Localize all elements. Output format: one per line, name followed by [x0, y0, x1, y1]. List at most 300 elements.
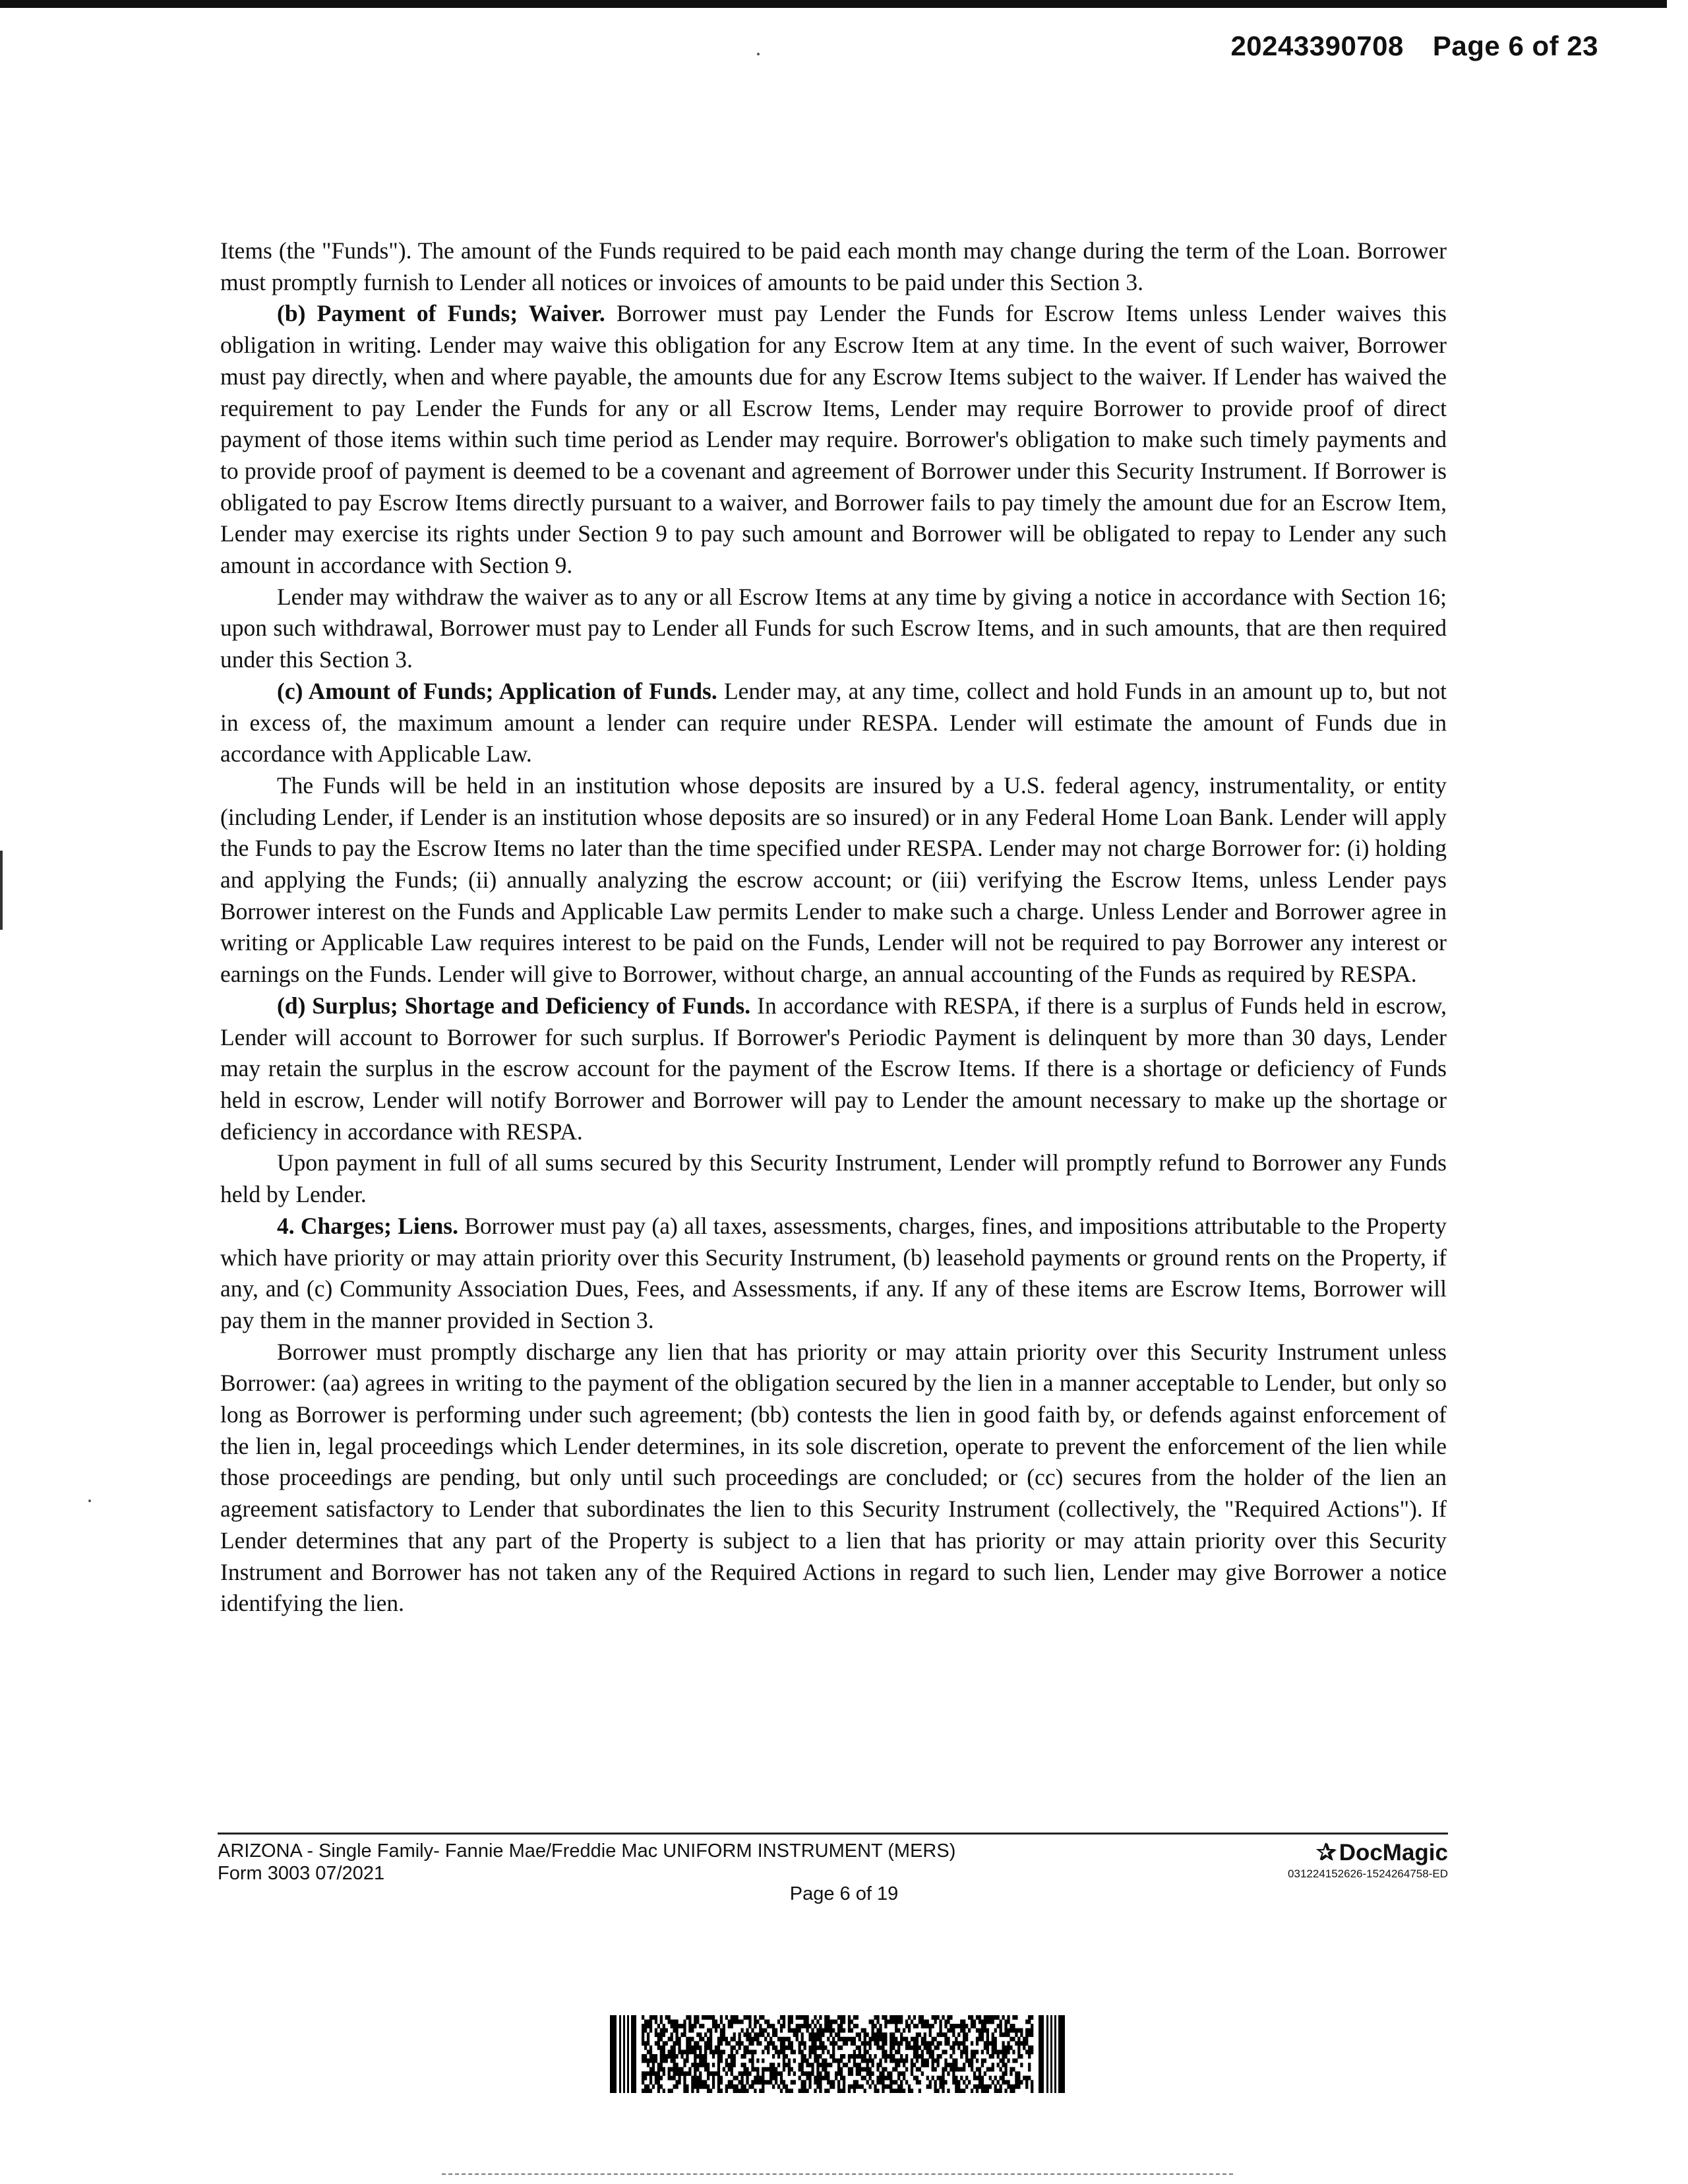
barcode-module [799, 2015, 801, 2020]
barcode-module [704, 2046, 707, 2050]
barcode-module [1000, 2067, 1002, 2072]
barcode-module [814, 2054, 816, 2059]
barcode-module [780, 2080, 783, 2084]
barcode-module [882, 2067, 884, 2072]
barcode-module [694, 2046, 696, 2050]
barcode-module [1007, 2020, 1010, 2024]
barcode-module [740, 2071, 743, 2076]
barcode-module [936, 2063, 939, 2067]
barcode-module [976, 2041, 979, 2046]
barcode-module [738, 2037, 741, 2042]
top-border [0, 0, 1667, 8]
barcode-module [671, 2020, 673, 2024]
barcode-module [942, 2032, 944, 2037]
barcode-module [762, 2049, 764, 2054]
barcode-module [725, 2088, 728, 2093]
barcode-module [712, 2049, 715, 2054]
barcode-module [1015, 2084, 1017, 2089]
barcode-module [1025, 2037, 1028, 2042]
barcode-module [819, 2024, 822, 2028]
barcode-module [856, 2080, 859, 2084]
barcode-module [947, 2063, 950, 2067]
barcode-module [924, 2037, 926, 2042]
barcode-module [783, 2041, 785, 2046]
barcode-module [808, 2032, 811, 2037]
barcode-module [986, 2028, 989, 2033]
barcode-module [688, 2041, 691, 2046]
barcode-module [740, 2076, 743, 2080]
barcode-module [822, 2067, 824, 2072]
barcode-module [934, 2088, 937, 2093]
barcode-module [916, 2080, 919, 2084]
barcode-module [814, 2037, 816, 2042]
barcode-module [942, 2080, 944, 2084]
barcode-module [994, 2037, 997, 2042]
paragraph-surplus [220, 990, 1447, 1148]
barcode-module [707, 2071, 709, 2076]
barcode-module [1023, 2041, 1025, 2046]
barcode-module [871, 2024, 874, 2028]
barcode-module [1000, 2020, 1002, 2024]
barcode-module [1004, 2032, 1007, 2037]
barcode-module [796, 2037, 799, 2042]
barcode-module [944, 2032, 947, 2037]
barcode-module [944, 2067, 947, 2072]
barcode-module [1031, 2080, 1033, 2084]
barcode-module [642, 2088, 644, 2093]
barcode-module [932, 2041, 934, 2046]
barcode-module [1025, 2084, 1028, 2089]
barcode-module [673, 2049, 676, 2054]
barcode-module [808, 2046, 811, 2050]
barcode-module [926, 2046, 929, 2050]
barcode-module [649, 2076, 652, 2080]
barcode-module [1010, 2037, 1012, 2042]
barcode-module [971, 2024, 973, 2028]
barcode-module [876, 2032, 879, 2037]
barcode-module [673, 2071, 676, 2076]
barcode-module [671, 2059, 673, 2063]
barcode-module [748, 2071, 751, 2076]
barcode-module [840, 2037, 843, 2042]
barcode-module [944, 2063, 947, 2067]
barcode-module [717, 2041, 720, 2046]
barcode-module [816, 2032, 819, 2037]
barcode-module [963, 2088, 965, 2093]
barcode-module [848, 2015, 851, 2020]
barcode-module [864, 2059, 866, 2063]
barcode-module [657, 2088, 660, 2093]
barcode-module [1031, 2015, 1033, 2020]
barcode-module [1002, 2032, 1004, 2037]
barcode-module [657, 2084, 660, 2089]
barcode-module [657, 2067, 660, 2072]
barcode-module [680, 2049, 683, 2054]
barcode-module [1000, 2024, 1002, 2028]
barcode-module [756, 2067, 759, 2072]
barcode-module [939, 2076, 942, 2080]
barcode-module [882, 2071, 884, 2076]
barcode-module [754, 2088, 756, 2093]
barcode-module [649, 2054, 652, 2059]
barcode-module [1012, 2067, 1015, 2072]
barcode-module [704, 2084, 707, 2089]
barcode-module [944, 2059, 947, 2063]
barcode-module [699, 2084, 702, 2089]
barcode-module [859, 2049, 861, 2054]
barcode-module [968, 2059, 971, 2063]
barcode-module [688, 2020, 691, 2024]
barcode-module [699, 2037, 702, 2042]
barcode-module [804, 2024, 806, 2028]
barcode-module [1020, 2041, 1023, 2046]
barcode-module [926, 2049, 929, 2054]
barcode-module [723, 2067, 725, 2072]
barcode-module [671, 2054, 673, 2059]
barcode-module [814, 2088, 816, 2093]
barcode-module [997, 2054, 1000, 2059]
barcode-module [702, 2059, 704, 2063]
barcode-module [871, 2059, 874, 2063]
barcode-module [699, 2032, 702, 2037]
barcode-module [660, 2054, 663, 2059]
barcode-module [683, 2049, 686, 2054]
barcode-module [866, 2041, 869, 2046]
barcode-module [762, 2015, 764, 2020]
barcode-module [804, 2084, 806, 2089]
barcode-module [1002, 2015, 1004, 2020]
barcode-module [793, 2028, 796, 2033]
barcode-module [783, 2059, 785, 2063]
barcode-module [837, 2063, 840, 2067]
barcode-module [1015, 2076, 1017, 2080]
barcode-module [663, 2071, 665, 2076]
barcode-module [754, 2037, 756, 2042]
barcode-module [947, 2020, 950, 2024]
barcode-module [673, 2020, 676, 2024]
barcode-module [668, 2020, 671, 2024]
barcode-module [960, 2088, 963, 2093]
barcode-module [762, 2080, 764, 2084]
barcode-module [955, 2088, 957, 2093]
barcode-module [819, 2028, 822, 2033]
barcode-module [806, 2063, 808, 2067]
barcode-module [1004, 2067, 1007, 2072]
barcode-module [691, 2028, 694, 2033]
barcode-module [1023, 2046, 1025, 2050]
barcode-module [777, 2037, 780, 2042]
barcode-module [932, 2054, 934, 2059]
barcode-module [746, 2032, 748, 2037]
barcode-module [799, 2028, 801, 2033]
barcode-module [952, 2032, 955, 2037]
barcode-module [919, 2020, 921, 2024]
barcode-module [814, 2080, 816, 2084]
barcode-module [748, 2059, 751, 2063]
barcode-module [775, 2076, 777, 2080]
barcode-module [740, 2088, 743, 2093]
barcode [610, 2015, 1065, 2093]
barcode-module [916, 2049, 919, 2054]
barcode-module [796, 2028, 799, 2033]
barcode-module [952, 2071, 955, 2076]
barcode-module [799, 2041, 801, 2046]
barcode-module [856, 2032, 859, 2037]
barcode-module [864, 2028, 866, 2033]
barcode-module [879, 2059, 882, 2063]
barcode-module [843, 2054, 845, 2059]
barcode-module [783, 2049, 785, 2054]
barcode-module [816, 2071, 819, 2076]
barcode-module [848, 2028, 851, 2033]
barcode-module [733, 2015, 736, 2020]
barcode-module [702, 2015, 704, 2020]
barcode-module [981, 2076, 984, 2080]
barcode-module [1031, 2028, 1033, 2033]
barcode-module [694, 2024, 696, 2028]
barcode-module [936, 2054, 939, 2059]
barcode-module [882, 2084, 884, 2089]
barcode-module [829, 2063, 832, 2067]
barcode-module [1007, 2046, 1010, 2050]
barcode-module [720, 2054, 723, 2059]
barcode-module [707, 2076, 709, 2080]
barcode-module [769, 2071, 772, 2076]
barcode-module [748, 2084, 751, 2089]
barcode-module [965, 2059, 968, 2063]
barcode-module [950, 2063, 952, 2067]
barcode-module [780, 2088, 783, 2093]
barcode-module [819, 2080, 822, 2084]
barcode-module [652, 2084, 655, 2089]
barcode-module [780, 2041, 783, 2046]
barcode-module [686, 2037, 688, 2042]
barcode-module [963, 2032, 965, 2037]
barcode-module [804, 2020, 806, 2024]
barcode-module [746, 2049, 748, 2054]
barcode-module [783, 2037, 785, 2042]
barcode-module [777, 2071, 780, 2076]
barcode-module [965, 2037, 968, 2042]
barcode-module [853, 2041, 856, 2046]
barcode-module [851, 2067, 853, 2072]
barcode-module [936, 2076, 939, 2080]
barcode-module [1017, 2037, 1020, 2042]
barcode-module [944, 2041, 947, 2046]
barcode-module [968, 2028, 971, 2033]
barcode-module [780, 2076, 783, 2080]
barcode-module [759, 2032, 762, 2037]
barcode-module [919, 2015, 921, 2020]
barcode-module [916, 2046, 919, 2050]
barcode-module [759, 2041, 762, 2046]
barcode-module [971, 2063, 973, 2067]
barcode-module [897, 2088, 900, 2093]
barcode-module [775, 2071, 777, 2076]
barcode-module [869, 2076, 872, 2080]
barcode-module [769, 2080, 772, 2084]
barcode-bar [1039, 2015, 1044, 2093]
barcode-module [756, 2020, 759, 2024]
barcode-module [678, 2067, 680, 2072]
barcode-module [806, 2088, 808, 2093]
barcode-module [694, 2076, 696, 2080]
barcode-module [673, 2046, 676, 2050]
barcode-module [756, 2041, 759, 2046]
barcode-module [668, 2088, 671, 2093]
barcode-module [981, 2088, 984, 2093]
barcode-module [932, 2015, 934, 2020]
barcode-module [892, 2046, 895, 2050]
barcode-module [740, 2041, 743, 2046]
barcode-module [900, 2088, 903, 2093]
barcode-module [806, 2024, 808, 2028]
barcode-module [696, 2054, 699, 2059]
barcode-module [671, 2067, 673, 2072]
barcode-module [740, 2084, 743, 2089]
barcode-module [808, 2054, 811, 2059]
barcode-module [1002, 2046, 1004, 2050]
barcode-module [882, 2080, 884, 2084]
barcode-module [764, 2028, 767, 2033]
barcode-module [889, 2084, 892, 2089]
barcode-module [851, 2020, 853, 2024]
barcode-module [814, 2049, 816, 2054]
barcode-module [816, 2076, 819, 2080]
barcode-module [814, 2024, 816, 2028]
barcode-module [819, 2032, 822, 2037]
barcode-module [801, 2032, 804, 2037]
barcode-module [1012, 2084, 1015, 2089]
barcode-module [746, 2028, 748, 2033]
barcode-module [1031, 2084, 1033, 2089]
barcode-module [1017, 2076, 1020, 2080]
barcode-module [824, 2063, 827, 2067]
barcode-module [955, 2041, 957, 2046]
barcode-module [947, 2015, 950, 2020]
barcode-module [673, 2059, 676, 2063]
barcode-module [1007, 2041, 1010, 2046]
barcode-module [671, 2024, 673, 2028]
barcode-module [950, 2024, 952, 2028]
barcode-module [916, 2067, 919, 2072]
barcode-module [871, 2080, 874, 2084]
barcode-module [733, 2059, 736, 2063]
barcode-module [728, 2024, 731, 2028]
barcode-module [879, 2028, 882, 2033]
barcode-module [657, 2071, 660, 2076]
barcode-module [853, 2015, 856, 2020]
barcode-module [955, 2063, 957, 2067]
barcode-module [866, 2032, 869, 2037]
barcode-module [840, 2024, 843, 2028]
barcode-module [984, 2020, 986, 2024]
barcode-module [1004, 2054, 1007, 2059]
barcode-module [879, 2046, 882, 2050]
barcode-module [663, 2024, 665, 2028]
barcode-module [804, 2071, 806, 2076]
barcode-module [663, 2059, 665, 2063]
barcode-module [712, 2054, 715, 2059]
barcode-module [864, 2088, 866, 2093]
barcode-module [900, 2020, 903, 2024]
barcode-module [733, 2088, 736, 2093]
barcode-module [879, 2063, 882, 2067]
barcode-module [717, 2071, 720, 2076]
barcode-module [929, 2054, 932, 2059]
barcode-module [756, 2076, 759, 2080]
barcode-module [905, 2037, 908, 2042]
barcode-module [866, 2071, 869, 2076]
barcode-module [647, 2024, 649, 2028]
barcode-module [691, 2049, 694, 2054]
barcode-module [731, 2080, 733, 2084]
barcode-module [767, 2080, 769, 2084]
barcode-module [1025, 2076, 1028, 2080]
barcode-module [644, 2076, 647, 2080]
barcode-module [876, 2080, 879, 2084]
barcode-module [1017, 2084, 1020, 2089]
barcode-module [791, 2041, 793, 2046]
barcode-module [908, 2046, 911, 2050]
barcode-module [678, 2037, 680, 2042]
barcode-module [688, 2046, 691, 2050]
barcode-module [905, 2059, 908, 2063]
barcode-module [663, 2088, 665, 2093]
barcode-module [874, 2024, 876, 2028]
barcode-module [707, 2088, 709, 2093]
barcode-module [652, 2054, 655, 2059]
barcode-module [733, 2046, 736, 2050]
barcode-module [851, 2041, 853, 2046]
barcode-module [929, 2041, 932, 2046]
barcode-module [986, 2049, 989, 2054]
barcode-module [916, 2054, 919, 2059]
barcode-module [889, 2032, 892, 2037]
barcode-module [908, 2028, 911, 2033]
barcode-module [913, 2054, 916, 2059]
barcode-module [647, 2041, 649, 2046]
barcode-module [743, 2032, 746, 2037]
barcode-module [897, 2046, 900, 2050]
barcode-module [647, 2084, 649, 2089]
barcode-module [829, 2020, 832, 2024]
barcode-module [1017, 2071, 1020, 2076]
barcode-module [688, 2024, 691, 2028]
barcode-module [642, 2024, 644, 2028]
barcode-module [652, 2015, 655, 2020]
barcode-module [649, 2088, 652, 2093]
barcode-module [997, 2049, 1000, 2054]
barcode-module [929, 2080, 932, 2084]
barcode-module [804, 2088, 806, 2093]
barcode-module [731, 2015, 733, 2020]
barcode-module [819, 2046, 822, 2050]
barcode-module [746, 2076, 748, 2080]
barcode-module [725, 2059, 728, 2063]
barcode-module [887, 2071, 889, 2076]
barcode-module [859, 2067, 861, 2072]
barcode-module [895, 2088, 897, 2093]
barcode-module [652, 2067, 655, 2072]
barcode-module [720, 2088, 723, 2093]
barcode-module [717, 2084, 720, 2089]
barcode-module [827, 2015, 829, 2020]
barcode-module [887, 2076, 889, 2080]
barcode-module [668, 2049, 671, 2054]
barcode-module [660, 2067, 663, 2072]
barcode-module [837, 2046, 840, 2050]
